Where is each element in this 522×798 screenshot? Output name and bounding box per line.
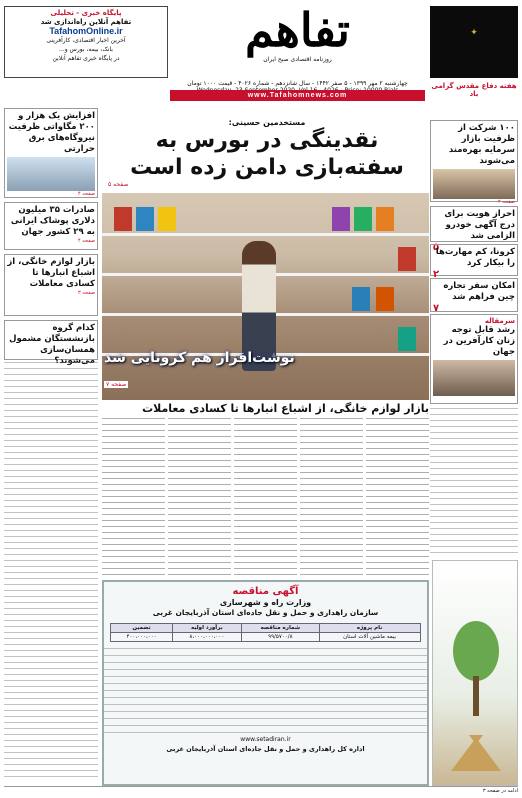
- editorial-headline: رشد قابل توجه زنان کارآفرین در جهان: [443, 325, 515, 357]
- ad-td-estimate: ۸،۰۰۰،۰۰۰،۰۰۰: [172, 633, 241, 642]
- tagline: روزنامه اقتصادی صبح ایران: [263, 56, 332, 63]
- left-story-3-page: صفحه ۳: [78, 290, 95, 296]
- masthead: [170, 4, 425, 74]
- ad-th-guarantee: تضمین: [111, 624, 172, 633]
- right-story-2-page: ۵: [433, 242, 440, 253]
- ad-body-text: [104, 648, 427, 734]
- right-story-3[interactable]: [430, 244, 518, 280]
- tender-advertisement: [102, 580, 429, 786]
- ad-website[interactable]: www.setadiran.ir: [240, 736, 291, 743]
- ad-td-guarantee: ۴۰۰،۰۰۰،۰۰۰: [111, 633, 172, 642]
- right-story-1-headline: ۱۰۰ شرکت از ظرفیت بازار سرمایه بهره‌مند می‌شوند: [448, 123, 515, 166]
- ad-td-number: ۹۹/۵۷۰۰/۸: [242, 633, 320, 642]
- site-box-title: پایگاه خبری - تحلیلی: [50, 9, 122, 17]
- right-story-3-page: ۲: [433, 269, 440, 280]
- stationery-shop-photo: [102, 193, 429, 400]
- left-story-1-headline: افزایش یک هزار و ۲۰۰ مگاواتی ظرفیت نیروگاه‌های برق حرارتی: [8, 111, 95, 154]
- site-box-line1: آخرین اخبار اقتصادی، کارآفرینی: [46, 37, 126, 44]
- site-url[interactable]: TafahomOnline.ir: [49, 26, 123, 36]
- ad-footer: اداره کل راهداری و حمل و نقل جاده‌ای استان آذربایجان غربی: [166, 745, 365, 753]
- right-story-4-headline: امکان سفر تجاره چین فراهم شد: [443, 281, 515, 302]
- right-story-1-photo: [433, 169, 515, 199]
- ad-org1: وزارت راه و شهرسازی: [219, 598, 312, 607]
- right-story-2-headline: احراز هویت برای درج آگهی خودرو الزامی شد: [444, 209, 515, 241]
- right-column-text: [430, 408, 518, 556]
- editorial-author-photo: [433, 360, 515, 396]
- main-headline-block[interactable]: [108, 118, 426, 188]
- sacred-defense-week-logo: ✦: [430, 6, 518, 78]
- left-story-1[interactable]: [4, 108, 98, 198]
- left-story-4-headline: کدام گروه بازنشستگان مشمول همسان‌سازی می‌شوند؟: [9, 323, 95, 366]
- editorial-box[interactable]: [430, 314, 518, 404]
- newspaper-logo: تفاهم: [245, 3, 350, 57]
- story-text-columns: [102, 418, 429, 578]
- site-box-line2: بانک، بیمه، بورس و...: [59, 46, 113, 53]
- right-story-4-page: ۷: [433, 303, 440, 314]
- photo-page-ref: صفحه ۷: [106, 381, 127, 388]
- website-bar[interactable]: www.Tafahomnews.com: [170, 90, 425, 101]
- right-story-1[interactable]: [430, 120, 518, 205]
- footer-strip: ادامه در صفحه ۳: [4, 786, 518, 796]
- photo-caption: نوشت‌افزار هم کرونایی شد: [104, 350, 295, 366]
- ad-th-number: شماره مناقصه: [242, 624, 320, 633]
- editorial-kicker: سرمقاله: [484, 317, 515, 325]
- main-page-ref: صفحه ۵: [108, 181, 129, 188]
- left-story-4[interactable]: [4, 320, 98, 366]
- main-kicker: مستخدمین حسینی:: [228, 118, 306, 127]
- main-headline: نقدینگی در بورس به سفته‌بازی دامن زده است: [130, 128, 404, 180]
- ad-org2: سازمان راهداری و حمل و نقل جاده‌ای استان آذربایجان غربی: [152, 608, 379, 617]
- right-story-3-headline: کرونا، کم مهارت‌ها را بیکار کرد: [435, 247, 515, 268]
- left-story-3-headline: بازار لوازم خانگی، از اشباع انبارها تا کسادی معاملات: [7, 257, 95, 289]
- left-story-1-page: صفحه ۴: [78, 191, 95, 197]
- left-story-2-page: صفحه ۴: [78, 238, 95, 244]
- ad-td-project: بیمه ماشین آلات استان: [319, 633, 420, 642]
- left-story-3[interactable]: [4, 254, 98, 316]
- right-story-2[interactable]: [430, 206, 518, 253]
- left-story-2[interactable]: [4, 202, 98, 250]
- site-box-line3: در پایگاه خبری تفاهم آنلاین: [52, 55, 120, 62]
- site-announcement-box: [4, 6, 168, 78]
- ad-th-estimate: برآورد اولیه: [172, 624, 241, 633]
- ad-th-project: نام پروژه: [319, 624, 420, 633]
- story-headline[interactable]: بازار لوازم خانگی، از اشباع انبارها تا کسادی معاملات: [142, 402, 429, 415]
- left-story-2-headline: صادرات ۳۵ میلیون دلاری پوشاک ایرانی به ۲۹ کشور جهان: [10, 205, 95, 237]
- ad-table: [110, 623, 420, 642]
- right-story-1-page: صفحه ۲: [498, 199, 515, 205]
- site-box-subtitle: تفاهم آنلاین راه‌اندازی شد: [40, 18, 132, 26]
- dateline-fa: چهارشنبه ۲ مهر ۱۳۹۹ - ۵ صفر ۱۴۴۲ - سال شانزدهم - شماره ۴۰۲۶ - قیمت ۱۰۰۰ تومان: [187, 80, 408, 87]
- left-column-text: [4, 362, 98, 782]
- week-title: هفته دفاع مقدس گرامی باد: [431, 82, 517, 98]
- right-story-4[interactable]: [430, 278, 518, 312]
- hourglass-plant-ad: [432, 560, 518, 786]
- ad-title: آگهی مناقصه: [232, 586, 299, 597]
- portrait-photo: [7, 157, 95, 191]
